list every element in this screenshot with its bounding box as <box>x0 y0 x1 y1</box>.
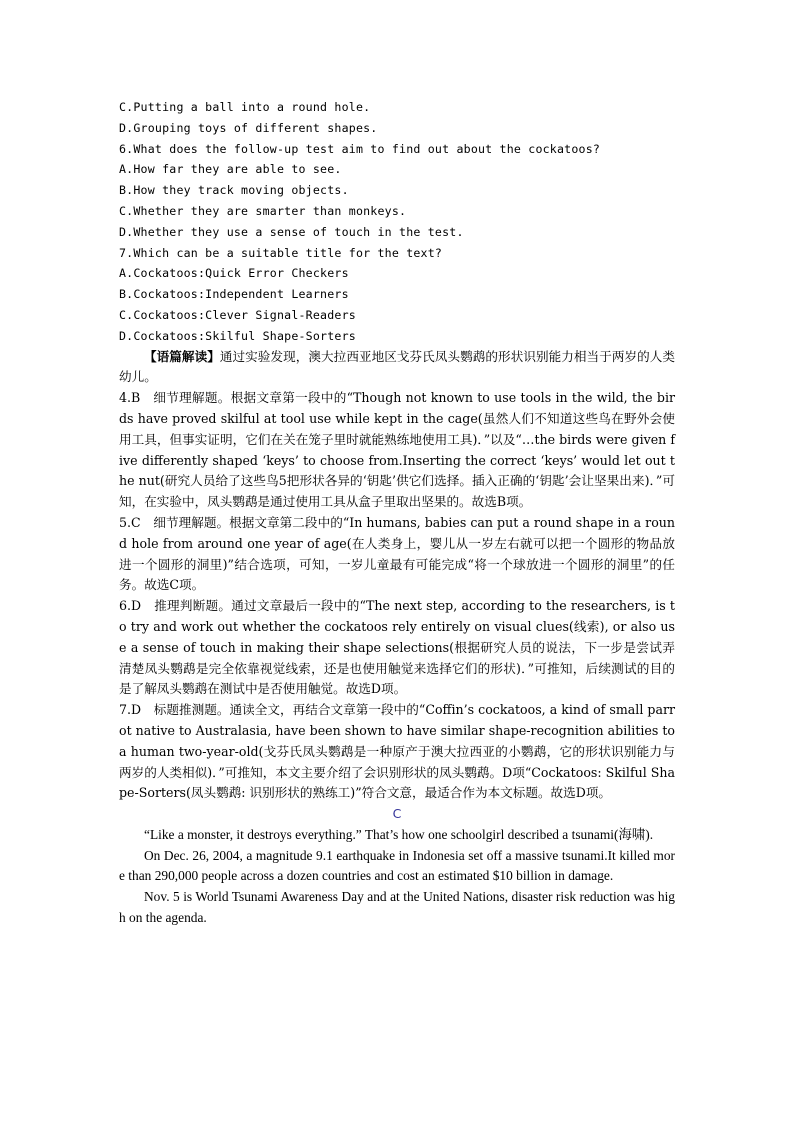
option-7d: D.Cockatoos:Skilful Shape-Sorters <box>119 328 356 343</box>
document-page <box>119 97 675 929</box>
discourse-analysis <box>119 347 675 389</box>
answer-6-explanation: 6.D 推理判断题。通过文章最后一段中的“The next step, according to the researchers, is to try and work out whether the cockatoos rely entirely on visual clues(线索), or also use a sense of touch in making their shape selections(根据研究人员的说法，下一步是尝试弄清楚凤头鹦鹉是完全依靠视觉线索，还是也使用触觉来选择它们的形状)．”可推知，后续测试的目的是了解凤头鹦鹉在测试中是否使用触觉。故选D项。 <box>119 598 675 697</box>
option-5c: C.Putting a ball into a round hole. <box>119 100 371 114</box>
passage-c-label: C <box>392 806 402 822</box>
option-6a: A.How far they are able to see. <box>119 162 342 177</box>
passage-c-paragraph-2: On Dec. 26, 2004, a magnitude 9.1 earthquake in Indonesia set off a massive tsunami.It killed more than 290,000 people across a dozen countries and cost an estimated $10 billion in damage. <box>119 847 675 884</box>
option-7b: B.Cockatoos:Independent Learners <box>119 287 349 302</box>
question-7-stem: 7.Which can be a suitable title for the text? <box>119 245 443 260</box>
analysis-heading: 【语篇解读】 <box>144 348 220 364</box>
option-6c: C.Whether they are smarter than monkeys. <box>119 203 407 218</box>
answer-4-explanation: 4.B 细节理解题。根据文章第一段中的“Though not known to use tools in the wild, the birds have proved skilful at tool use while kept in the cage(虽然人们不知道这些鸟在野外会使用工具，但事实证明，它们在关在笼子里时就能熟练地使用工具)．”以及“…the birds were given five differently shaped ‘keys’ to choose from.Inserting the correct ‘keys’ would let out the nut(研究人员给了这些鸟5把形状各异的‘钥匙’供它们选择。插入正确的‘钥匙’会让坚果出来)．”可知，在实验中，凤头鹦鹉是通过使用工具从盒子里取出坚果的。故选B项。 <box>119 390 675 510</box>
analysis-summary: 通过实验发现，澳大拉西亚地区戈芬氏凤头鹦鹉的形状识别能力相当于两岁的人类幼儿。 <box>119 348 676 385</box>
passage-c-paragraph-1: “Like a monster, it destroys everything.” That’s how one schoolgirl described a tsunami(海啸). <box>144 826 654 842</box>
option-6d: D.Whether they use a sense of touch in the test. <box>119 224 464 239</box>
answer-5-explanation: 5.C 细节理解题。根据文章第二段中的“In humans, babies can put a round shape in a round hole from around one year of age(在人类身上，婴儿从一岁左右就可以把一个圆形的物品放进一个圆形的洞里)”结合选项，可知，一岁儿童最有可能完成“将一个球放进一个圆形的洞里”的任务。故选C项。 <box>119 514 675 593</box>
option-7a: A.Cockatoos:Quick Error Checkers <box>119 266 349 281</box>
question-6-stem: 6.What does the follow-up test aim to find out about the cockatoos? <box>119 141 601 156</box>
passage-c-paragraph-3: Nov. 5 is World Tsunami Awareness Day and at the United Nations, disaster risk reduction was high on the agenda. <box>119 889 675 926</box>
option-5d: D.Grouping toys of different shapes. <box>119 120 378 135</box>
option-7c: C.Cockatoos:Clever Signal-Readers <box>119 307 356 322</box>
option-6b: B.How they track moving objects. <box>119 183 349 198</box>
answer-7-explanation: 7.D 标题推测题。通读全文，再结合文章第一段中的“Coffin’s cockatoos, a kind of small parrot native to Australasia, have been shown to have similar shape-recognition abilities to a human two-year-old(戈芬氏凤头鹦鹉是一种原产于澳大拉西亚的小鹦鹉，它的形状识别能力与两岁的人类相似)．”可推知，本文主要介绍了会识别形状的凤头鹦鹉。D项“Cockatoos: Skilful Shape-Sorters(凤头鹦鹉: 识别形状的熟练工)”符合文意，最适合作为本文标题。故选D项。 <box>119 702 675 801</box>
